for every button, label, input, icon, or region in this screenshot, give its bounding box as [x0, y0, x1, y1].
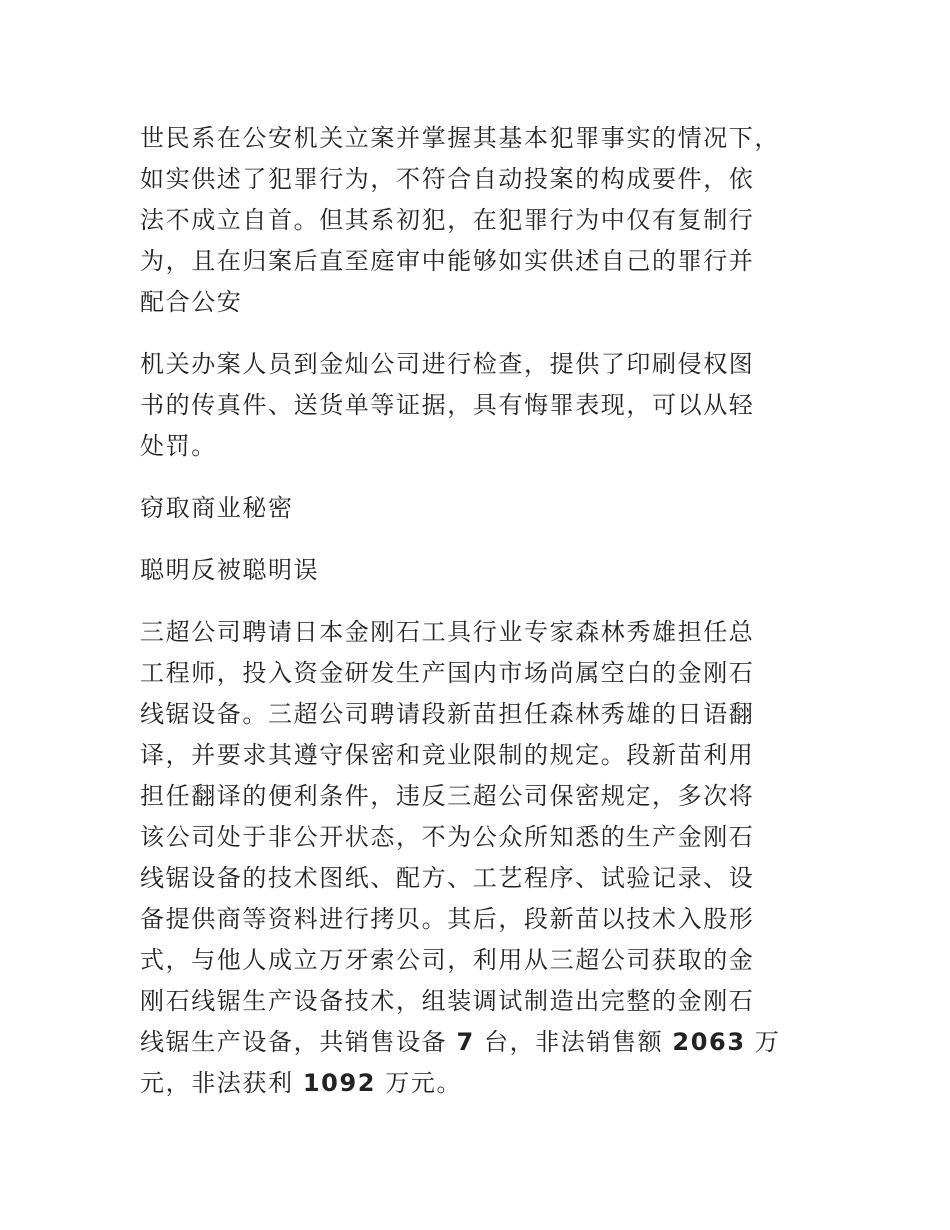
text-line: 线锯设备的技术图纸、配方、工艺程序、试验记录、设 — [140, 864, 755, 892]
document-body — [140, 118, 800, 1125]
heading-text: 窃取商业秘密 — [140, 494, 294, 522]
text-segment: 元，非法获利 — [140, 1069, 303, 1097]
text-segment: 万元。 — [376, 1069, 463, 1097]
text-line: 三超公司聘请日本金刚石工具行业专家森林秀雄担任总 — [140, 618, 755, 646]
text-line: 备提供商等资料进行拷贝。其后，段新苗以技术入股形 — [140, 905, 755, 933]
text-line-sales-figures — [140, 1022, 800, 1063]
sales-amount-number: 2063 — [672, 1028, 746, 1056]
text-line: 担任翻译的便利条件，违反三超公司保密规定，多次将 — [140, 782, 755, 810]
paragraph-confession-analysis — [140, 118, 800, 323]
text-line: 法不成立自首。但其系初犯，在犯罪行为中仅有复制行 — [140, 206, 755, 234]
units-sold-number: 7 — [456, 1028, 475, 1056]
text-line: 工程师，投入资金研发生产国内市场尚属空白的金刚石 — [140, 659, 755, 687]
text-line: 式，与他人成立万牙索公司，利用从三超公司获取的金 — [140, 946, 755, 974]
text-line: 如实供述了犯罪行为，不符合自动投案的构成要件，依 — [140, 165, 755, 193]
paragraph-case-facts — [140, 612, 800, 1104]
text-line: 配合公安 — [140, 288, 243, 316]
text-line: 译，并要求其遵守保密和竞业限制的规定。段新苗利用 — [140, 741, 755, 769]
text-line: 该公司处于非公开状态，不为公众所知悉的生产金刚石 — [140, 823, 755, 851]
text-segment: 台，非法销售额 — [474, 1028, 673, 1056]
text-line: 世民系在公安机关立案并掌握其基本犯罪事实的情况下， — [140, 124, 780, 152]
section-heading — [140, 488, 800, 529]
section-subheading — [140, 550, 800, 591]
text-segment: 万 — [745, 1028, 781, 1056]
text-line: 处罚。 — [140, 432, 217, 460]
paragraph-leniency — [140, 344, 800, 467]
text-segment: 线锯生产设备，共销售设备 — [140, 1028, 457, 1056]
text-line: 线锯设备。三超公司聘请段新苗担任森林秀雄的日语翻 — [140, 700, 755, 728]
text-line: 机关办案人员到金灿公司进行检查，提供了印刷侵权图 — [140, 350, 755, 378]
text-line: 刚石线锯生产设备技术，组装调试制造出完整的金刚石 — [140, 987, 755, 1015]
text-line: 书的传真件、送货单等证据，具有悔罪表现，可以从轻 — [140, 391, 755, 419]
text-line: 为，且在归案后直至庭审中能够如实供述自己的罪行并 — [140, 247, 755, 275]
subheading-text: 聪明反被聪明误 — [140, 556, 320, 584]
profit-amount-number: 1092 — [302, 1069, 377, 1097]
text-line-profit-figures — [140, 1063, 800, 1104]
